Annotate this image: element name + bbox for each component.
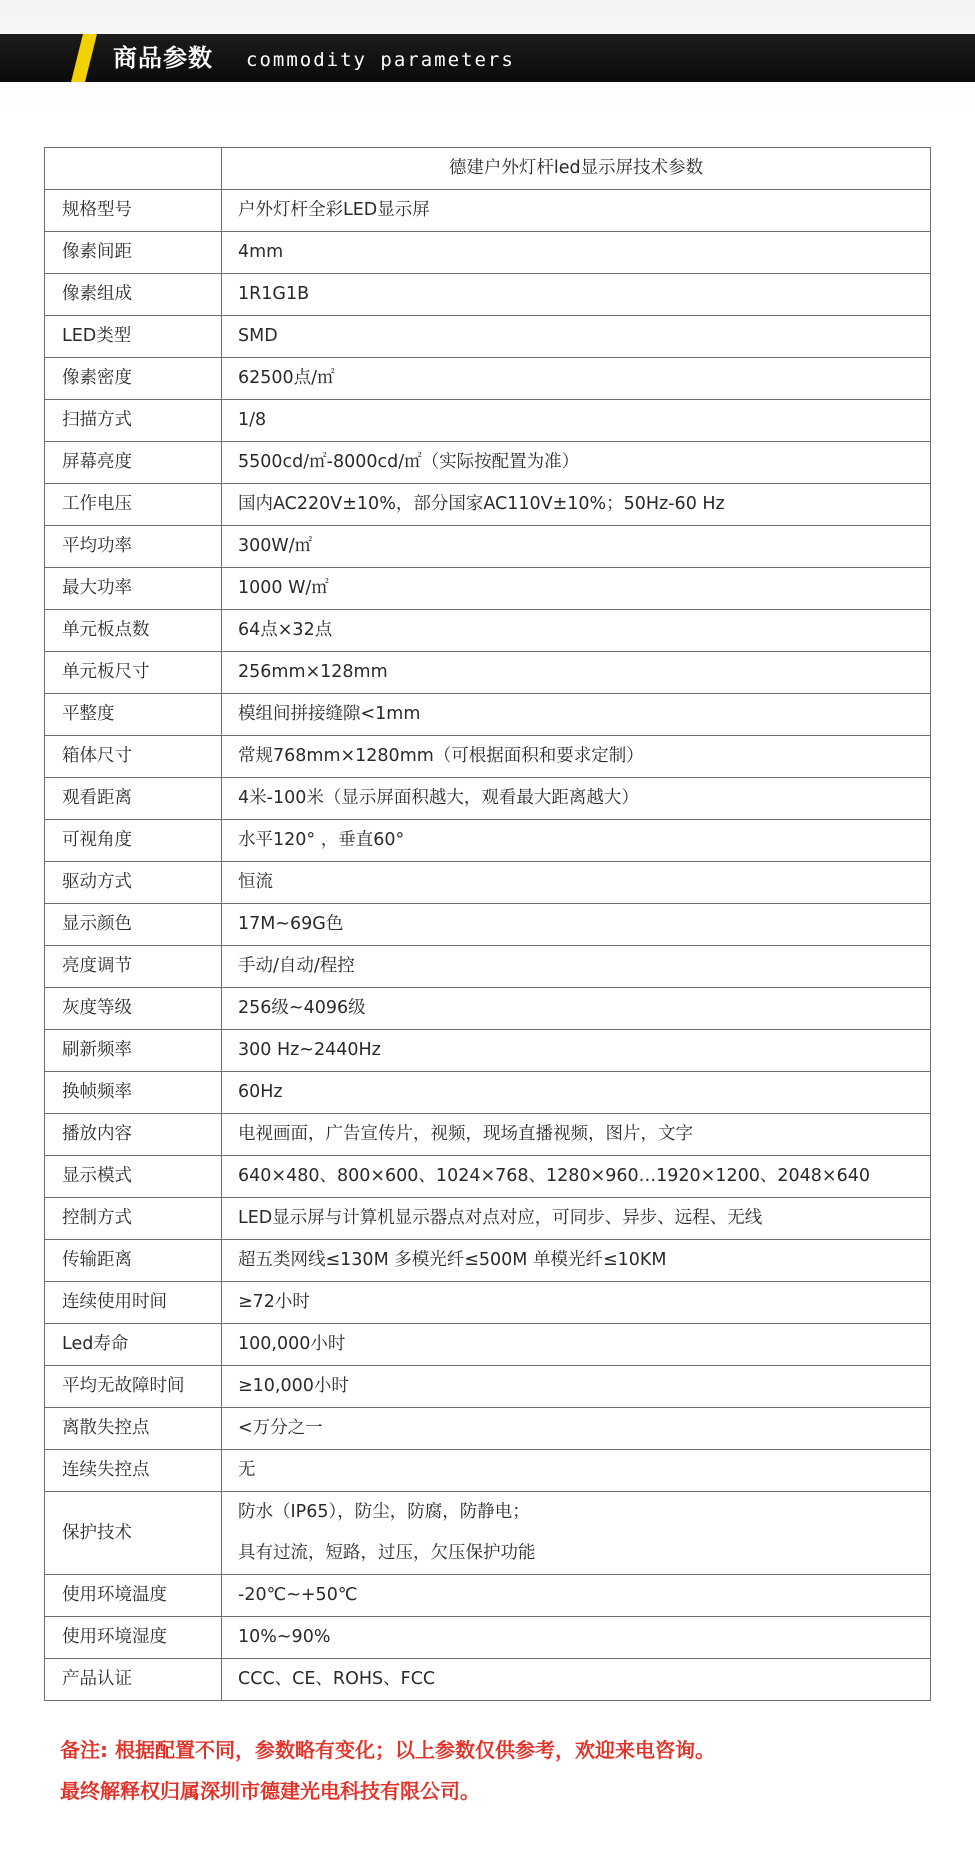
- table-row: [45, 946, 931, 988]
- table-row: [45, 1659, 931, 1701]
- table-row: [45, 1324, 931, 1366]
- param-label: 单元板点数: [45, 610, 222, 652]
- table-row: [45, 190, 931, 232]
- param-value: 超五类网线≤130M 多模光纤≤500M 单模光纤≤10KM: [222, 1240, 931, 1282]
- header-accent-stripe: [71, 34, 97, 82]
- table-row: [45, 736, 931, 778]
- table-row: [45, 1072, 931, 1114]
- param-value: SMD: [222, 316, 931, 358]
- section-header: [0, 34, 975, 82]
- header-title-cn: 商品参数: [113, 44, 213, 72]
- param-value: ≥10,000小时: [222, 1366, 931, 1408]
- note-line-1: 备注: 根据配置不同，参数略有变化；以上参数仅供参考，欢迎来电咨询。: [60, 1738, 715, 1762]
- param-label: LED类型: [45, 316, 222, 358]
- protection-line-2: 具有过流，短路，过压，欠压保护功能: [238, 1543, 536, 1563]
- param-label: 扫描方式: [45, 400, 222, 442]
- param-label: 显示颜色: [45, 904, 222, 946]
- protection-line-1: 防水（IP65），防尘，防腐，防静电；: [238, 1502, 530, 1522]
- param-label: 规格型号: [45, 190, 222, 232]
- param-label: 控制方式: [45, 1198, 222, 1240]
- table-row: [45, 1114, 931, 1156]
- table-row: [45, 1240, 931, 1282]
- param-label: 工作电压: [45, 484, 222, 526]
- table-row: [45, 358, 931, 400]
- table-row: [45, 1156, 931, 1198]
- table-row: [45, 820, 931, 862]
- param-label: 像素组成: [45, 274, 222, 316]
- param-value: 256级~4096级: [222, 988, 931, 1030]
- table-row: [45, 1198, 931, 1240]
- table-row: [45, 862, 931, 904]
- param-label: 最大功率: [45, 568, 222, 610]
- param-value: LED显示屏与计算机显示器点对点对应，可同步、异步、远程、无线: [222, 1198, 931, 1240]
- param-value: 256mm×128mm: [222, 652, 931, 694]
- param-value: ≥72小时: [222, 1282, 931, 1324]
- param-value: 60Hz: [222, 1072, 931, 1114]
- param-value: 10%~90%: [222, 1617, 931, 1659]
- header-title-en: commodity parameters: [246, 49, 515, 71]
- table-row: [45, 274, 931, 316]
- table-row: [45, 1366, 931, 1408]
- table-caption-row: [45, 148, 931, 190]
- param-value: 5500cd/㎡-8000cd/㎡（实际按配置为准）: [222, 442, 931, 484]
- table-row: [45, 988, 931, 1030]
- table-row: [45, 442, 931, 484]
- param-label: 单元板尺寸: [45, 652, 222, 694]
- param-label: 平整度: [45, 694, 222, 736]
- param-value: <万分之一: [222, 1408, 931, 1450]
- table-row: [45, 904, 931, 946]
- param-label: 保护技术: [45, 1492, 222, 1575]
- param-value: 模组间拼接缝隙<1mm: [222, 694, 931, 736]
- param-label: 驱动方式: [45, 862, 222, 904]
- param-label: 刷新频率: [45, 1030, 222, 1072]
- param-label: 灰度等级: [45, 988, 222, 1030]
- param-label: 使用环境温度: [45, 1575, 222, 1617]
- table-row: [45, 316, 931, 358]
- param-value: 1/8: [222, 400, 931, 442]
- param-value: CCC、CE、ROHS、FCC: [222, 1659, 931, 1701]
- table-row: [45, 1617, 931, 1659]
- param-label: 屏幕亮度: [45, 442, 222, 484]
- param-value: 无: [222, 1450, 931, 1492]
- param-value: 640×480、800×600、1024×768、1280×960…1920×1200、2048×640: [222, 1156, 931, 1198]
- param-label: 亮度调节: [45, 946, 222, 988]
- table-row: [45, 1450, 931, 1492]
- param-value: -20℃~+50℃: [222, 1575, 931, 1617]
- table-row-protection: [45, 1492, 931, 1575]
- table-row: [45, 610, 931, 652]
- param-value: 17M~69G色: [222, 904, 931, 946]
- param-value: 62500点/㎡: [222, 358, 931, 400]
- param-value: 国内AC220V±10%，部分国家AC110V±10%；50Hz-60 Hz: [222, 484, 931, 526]
- table-row: [45, 400, 931, 442]
- param-value: 4米-100米（显示屏面积越大，观看最大距离越大）: [222, 778, 931, 820]
- table-row: [45, 694, 931, 736]
- param-value: 恒流: [222, 862, 931, 904]
- table-caption: 德建户外灯杆led显示屏技术参数: [222, 148, 931, 190]
- param-value: 1000 W/㎡: [222, 568, 931, 610]
- param-value: 户外灯杆全彩LED显示屏: [222, 190, 931, 232]
- table-row: [45, 1575, 931, 1617]
- param-label: 可视角度: [45, 820, 222, 862]
- param-label: 播放内容: [45, 1114, 222, 1156]
- table-row: [45, 1030, 931, 1072]
- table-caption-label-cell: [45, 148, 222, 190]
- table-row: [45, 484, 931, 526]
- param-value: 4mm: [222, 232, 931, 274]
- param-label: 观看距离: [45, 778, 222, 820]
- param-value: 水平120° ，垂直60°: [222, 820, 931, 862]
- table-row: [45, 652, 931, 694]
- param-label: 显示模式: [45, 1156, 222, 1198]
- param-value: 100,000小时: [222, 1324, 931, 1366]
- param-label: 换帧频率: [45, 1072, 222, 1114]
- param-label: 连续失控点: [45, 1450, 222, 1492]
- param-label: 离散失控点: [45, 1408, 222, 1450]
- param-label: 传输距离: [45, 1240, 222, 1282]
- param-value: 300W/㎡: [222, 526, 931, 568]
- param-label: Led寿命: [45, 1324, 222, 1366]
- note-line-2: 最终解释权归属深圳市德建光电科技有限公司。: [60, 1779, 480, 1803]
- table-row: [45, 526, 931, 568]
- param-value: 1R1G1B: [222, 274, 931, 316]
- parameters-table: [44, 147, 931, 1701]
- param-value: [222, 1492, 931, 1575]
- param-label: 平均功率: [45, 526, 222, 568]
- param-label: 像素间距: [45, 232, 222, 274]
- param-label: 连续使用时间: [45, 1282, 222, 1324]
- table-row: [45, 568, 931, 610]
- table-row: [45, 778, 931, 820]
- table-row: [45, 232, 931, 274]
- param-value: 300 Hz~2440Hz: [222, 1030, 931, 1072]
- table-row: [45, 1282, 931, 1324]
- param-value: 手动/自动/程控: [222, 946, 931, 988]
- table-row: [45, 1408, 931, 1450]
- param-label: 使用环境湿度: [45, 1617, 222, 1659]
- param-label: 产品认证: [45, 1659, 222, 1701]
- param-value: 常规768mm×1280mm（可根据面积和要求定制）: [222, 736, 931, 778]
- param-label: 平均无故障时间: [45, 1366, 222, 1408]
- param-label: 箱体尺寸: [45, 736, 222, 778]
- param-value: 电视画面，广告宣传片，视频，现场直播视频，图片，文字: [222, 1114, 931, 1156]
- param-value: 64点×32点: [222, 610, 931, 652]
- param-label: 像素密度: [45, 358, 222, 400]
